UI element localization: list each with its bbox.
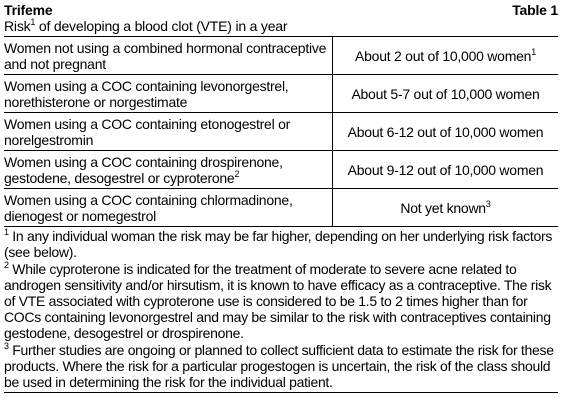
risk-table — [4, 37, 558, 227]
footnote — [4, 342, 558, 390]
group-cell — [4, 189, 333, 227]
table-row — [4, 189, 558, 227]
risk-footnote-marker: 1 — [531, 46, 536, 57]
risk-cell — [333, 37, 559, 75]
footnote-text: Further studies are ongoing or planned to collect sufficient data to estimate the risk for these products. Where the risk for a particular progestogen is uncertain, the risk of the class should be used in determining the risk for the individual patient. — [4, 342, 554, 390]
group-cell — [4, 75, 333, 113]
risk-cell — [333, 151, 559, 189]
document-title: Trifeme — [4, 2, 53, 18]
group-text: Women using a COC containing levonorgestrel, norethisterone or norgestimate — [4, 77, 289, 110]
table-caption — [4, 18, 558, 37]
table-header — [4, 2, 558, 18]
footnote-marker: 1 — [4, 227, 9, 237]
risk-cell — [333, 113, 559, 151]
footnote-text: In any individual woman the risk may be far higher, depending on her underlying risk factors (see below). — [4, 228, 553, 260]
risk-text: About 6-12 out of 10,000 women — [347, 123, 544, 140]
risk-footnote-marker: 3 — [485, 198, 491, 209]
group-cell — [4, 37, 333, 75]
table-number: Table 1 — [512, 2, 558, 18]
risk-text: About 9-12 out of 10,000 women — [347, 161, 544, 178]
table-row — [4, 113, 558, 151]
group-text: Women using a COC containing etonogestrel or norelgestromin — [4, 115, 291, 148]
footnote — [4, 261, 558, 341]
table-row — [4, 151, 558, 189]
group-text: Women using a COC containing drospirenone, gestodene, desogestrel or cyproterone — [4, 153, 283, 186]
footnotes — [4, 228, 558, 393]
footnote-marker: 3 — [4, 341, 9, 351]
group-cell — [4, 151, 333, 189]
table-row — [4, 37, 558, 75]
risk-cell — [333, 75, 559, 113]
footnote-text: While cyproterone is indicated for the treatment of moderate to severe acne related to androgen sensitivity and/or hirsutism, it is known to have efficacy as a contraceptive. The risk of VTE associated with cyproterone use is considered to be 1.5 to 2 times higher than for COCs containing levonorgestrel and may be similar to the risk with contraceptives containing gestodene, desogestrel or drospirenone. — [4, 261, 552, 341]
group-text: Women not using a combined hormonal contraceptive and not pregnant — [4, 39, 327, 72]
caption-footnote-marker: 1 — [30, 17, 36, 27]
group-cell — [4, 113, 333, 151]
group-footnote-marker: 2 — [234, 168, 240, 179]
risk-cell — [333, 189, 559, 227]
footnote — [4, 228, 558, 260]
caption-prefix: Risk — [4, 18, 31, 34]
risk-text: Not yet known — [400, 199, 486, 216]
table-row — [4, 75, 558, 113]
risk-text: About 5-7 out of 10,000 women — [351, 85, 540, 102]
risk-text: About 2 out of 10,000 women — [355, 47, 532, 64]
footnote-marker: 2 — [4, 260, 9, 270]
caption-suffix: of developing a blood clot (VTE) in a year — [35, 18, 288, 34]
group-text: Women using a COC containing chlormadinone, dienogest or nomegestrol — [4, 191, 293, 224]
